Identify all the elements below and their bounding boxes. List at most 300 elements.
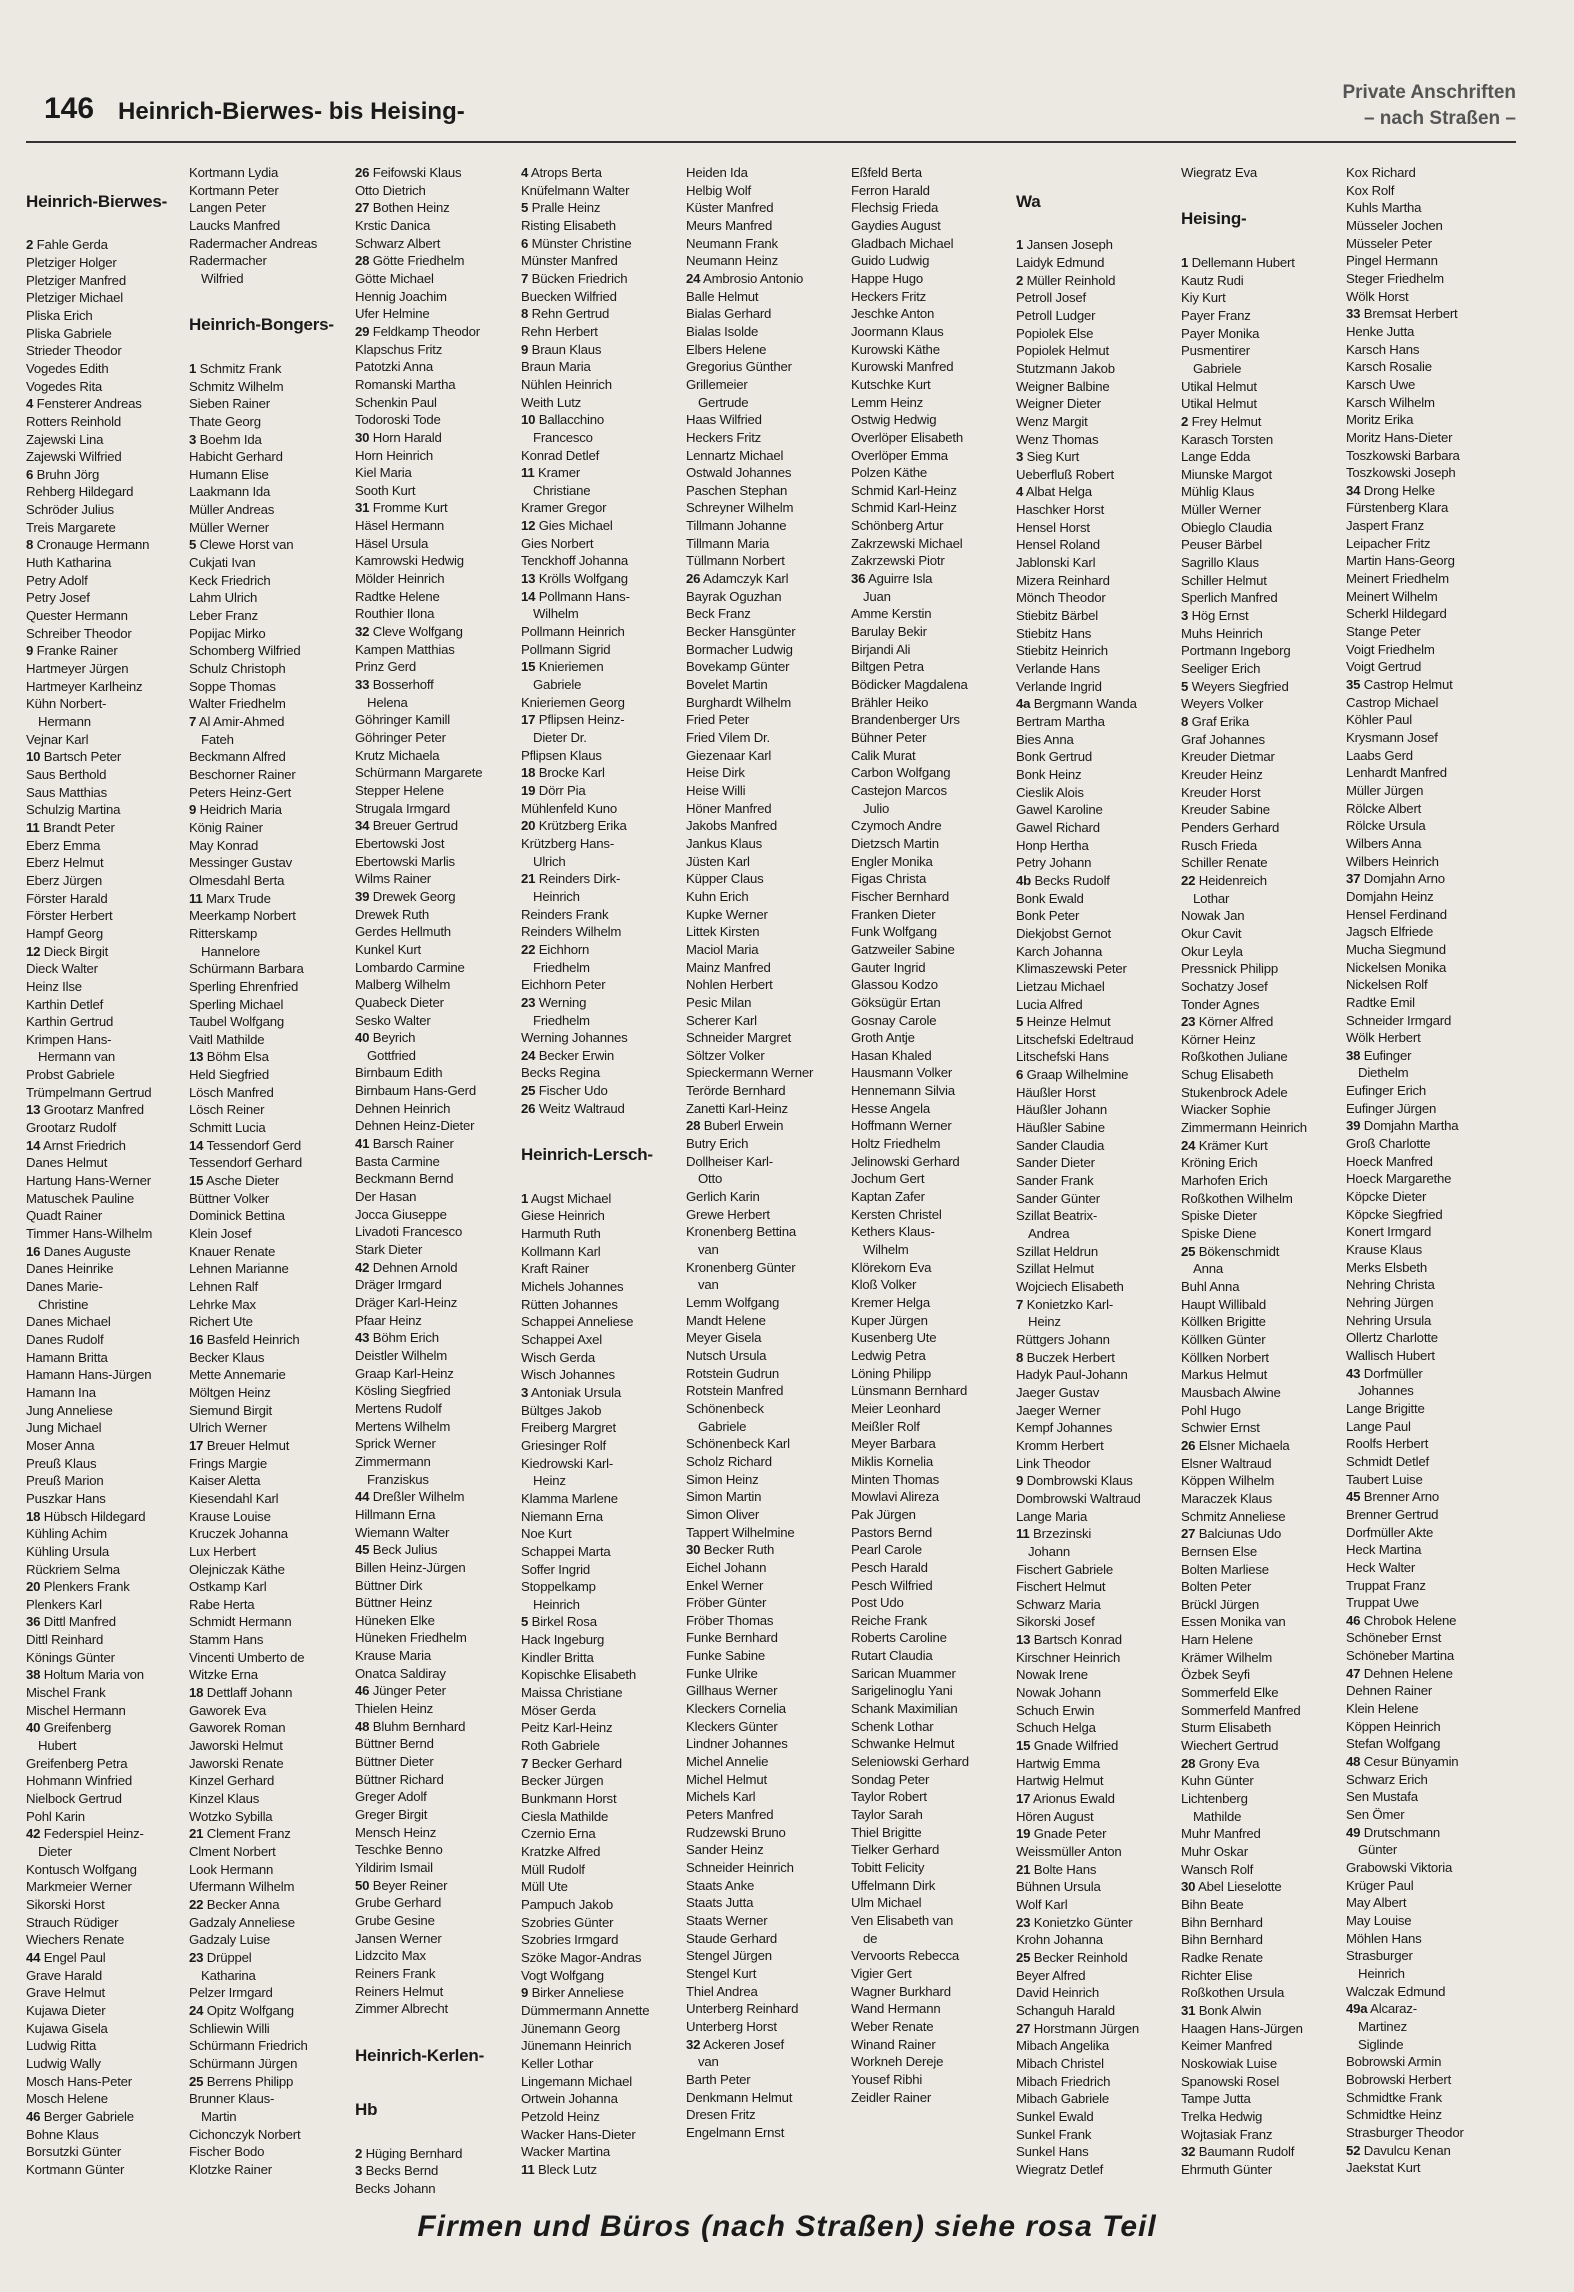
resident-entry: Dittl Reinhard <box>26 1632 104 1648</box>
resident-entry: Clment Norbert <box>189 1844 276 1859</box>
resident-entry: Taylor Sarah <box>851 1807 923 1823</box>
resident-entry: Grabowski Viktoria <box>1346 1860 1453 1875</box>
resident-entry: Mizera Reinhard <box>1016 572 1110 588</box>
resident-entry: Otto Dietrich <box>355 182 426 198</box>
resident-entry: Ven Elisabeth van <box>851 1912 954 1928</box>
resident-entry: Bohne Klaus <box>26 2126 99 2142</box>
resident-entry: Littek Kirsten <box>686 924 760 940</box>
resident-entry: Carbon Wolfgang <box>851 765 951 781</box>
resident-entry: Zanetti Karl-Heinz <box>686 1100 788 1116</box>
resident-entry: Szillat Helmut <box>1016 1261 1094 1277</box>
house-number: 44 <box>355 1489 370 1505</box>
resident-entry: Müll Ute <box>521 1879 568 1895</box>
entry-continuation: Heinrich <box>533 888 580 904</box>
house-number: 40 <box>26 1720 41 1736</box>
resident-entry: Pletziger Holger <box>26 254 117 270</box>
resident-entry: Bühnen Ursula <box>1016 1879 1101 1895</box>
resident-entry: Meerkamp Norbert <box>189 908 296 924</box>
resident-entry: Onatca Saldiray <box>355 1665 446 1681</box>
resident-entry: Weigner Balbine <box>1016 378 1110 394</box>
resident-entry: Büttner Volker <box>189 1190 270 1206</box>
house-number: 28 <box>1181 1755 1196 1771</box>
resident-entry: Jelinowski Gerhard <box>851 1153 960 1169</box>
resident-entry: Hartwig Emma <box>1016 1755 1101 1771</box>
house-number: 18 <box>189 1685 204 1701</box>
resident-entry: Burghardt Wilhelm <box>686 694 792 710</box>
resident-entry: 27 Balciunas Udo <box>1181 1526 1282 1542</box>
resident-entry: Vervoorts Rebecca <box>851 1948 960 1964</box>
resident-entry: Wacker Martina <box>521 2144 611 2160</box>
resident-entry: Graf Johannes <box>1181 731 1265 747</box>
resident-entry: Hamann Hans-Jürgen <box>26 1367 152 1383</box>
resident-entry: Jakobs Manfred <box>686 818 778 834</box>
resident-entry: Becks Regina <box>521 1065 600 1081</box>
resident-entry: Quester Hermann <box>26 608 128 624</box>
entry-continuation: Heinz <box>533 1473 566 1489</box>
resident-entry: Schneider Heinrich <box>686 1860 794 1875</box>
house-number: 4 <box>26 396 34 412</box>
resident-entry: 37 Domjahn Arno <box>1346 871 1445 887</box>
resident-entry: Götte Michael <box>355 270 434 286</box>
resident-entry: Hennig Joachim <box>355 288 447 304</box>
resident-entry: 43 Böhm Erich <box>355 1330 439 1346</box>
resident-entry: Pesch Wilfried <box>851 1577 933 1593</box>
resident-entry: Büttner Dieter <box>355 1754 434 1770</box>
entry-continuation: Johann <box>1028 1543 1071 1559</box>
resident-entry: Teschke Benno <box>355 1842 443 1858</box>
house-number: 15 <box>1016 1738 1031 1754</box>
resident-entry: Essen Monika van <box>1181 1614 1286 1630</box>
resident-entry: Keller Lothar <box>521 2055 594 2071</box>
resident-entry: Schug Elisabeth <box>1181 1067 1274 1083</box>
resident-entry: Staats Werner <box>686 1912 768 1928</box>
resident-entry: Schönenbeck <box>686 1400 764 1416</box>
resident-entry: Rudzewski Bruno <box>686 1824 786 1840</box>
resident-entry: Lahm Ulrich <box>189 590 258 606</box>
resident-entry: Mühlenfeld Kuno <box>521 800 617 816</box>
resident-entry: 20 Krützberg Erika <box>521 818 627 834</box>
resident-entry: Bayrak Oguzhan <box>686 588 782 604</box>
resident-entry: Lidzcito Max <box>355 1948 426 1964</box>
resident-entry: 5 Heinze Helmut <box>1016 1014 1111 1030</box>
resident-entry: Bonk Heinz <box>1016 766 1082 782</box>
resident-entry: Möser Gerda <box>521 1702 596 1718</box>
resident-entry: Hartmeyer Jürgen <box>26 661 129 677</box>
resident-entry: 8 Buczek Herbert <box>1016 1349 1115 1365</box>
resident-entry: Barth Peter <box>686 2071 751 2087</box>
resident-entry: Schwier Ernst <box>1181 1420 1260 1436</box>
resident-entry: Eberz Jürgen <box>26 872 103 888</box>
house-number: 4 <box>521 165 529 180</box>
house-number: 34 <box>1346 482 1361 498</box>
resident-entry: Witzke Erna <box>189 1667 258 1683</box>
house-number: 13 <box>1016 1632 1031 1648</box>
resident-entry: Tobitt Felicity <box>851 1860 925 1875</box>
entry-continuation: Fateh <box>201 731 234 747</box>
resident-entry: Pastors Bernd <box>851 1524 932 1540</box>
resident-entry: Peuser Bärbel <box>1181 537 1262 553</box>
resident-entry: Schmid Karl-Heinz <box>851 482 957 498</box>
resident-entry: Bolten Peter <box>1181 1579 1252 1595</box>
resident-entry: Schwarz Maria <box>1016 1596 1101 1612</box>
resident-entry: Weissmüller Anton <box>1016 1844 1122 1859</box>
resident-entry: Eufinger Erich <box>1346 1083 1427 1099</box>
resident-entry: Sen Mustafa <box>1346 1789 1418 1805</box>
house-number: 4a <box>1016 696 1031 712</box>
spacer <box>521 1172 681 1190</box>
resident-entry: 24 Ambrosio Antonio <box>686 270 804 286</box>
resident-entry: Pollmann Heinrich <box>521 624 625 640</box>
resident-entry: Krohn Johanna <box>1016 1932 1103 1948</box>
resident-entry: Engelmann Ernst <box>686 2124 785 2140</box>
resident-entry: Jagsch Elfriede <box>1346 924 1434 940</box>
resident-entry: Jankus Klaus <box>686 835 763 851</box>
resident-entry: 17 Arionus Ewald <box>1016 1791 1115 1807</box>
resident-entry: 39 Drewek Georg <box>355 888 456 904</box>
resident-entry: 10 Bartsch Peter <box>26 749 122 765</box>
resident-entry: Becker Klaus <box>189 1349 265 1365</box>
resident-entry: Lucia Alfred <box>1016 996 1083 1012</box>
house-number: 24 <box>189 2002 204 2018</box>
house-number: 8 <box>26 537 34 553</box>
resident-entry: Ulm Michael <box>851 1895 922 1911</box>
resident-entry: Olejniczak Käthe <box>189 1561 285 1577</box>
house-number: 36 <box>851 571 866 587</box>
resident-entry: Danes Michael <box>26 1314 111 1330</box>
resident-entry: Haagen Hans-Jürgen <box>1181 2020 1303 2036</box>
resident-entry: Muhs Heinrich <box>1181 625 1263 641</box>
resident-entry: 16 Danes Auguste <box>26 1243 131 1259</box>
resident-entry: Seleniowski Gerhard <box>851 1754 969 1770</box>
resident-entry: Kreuder Sabine <box>1181 802 1270 818</box>
house-number: 16 <box>189 1331 204 1347</box>
resident-entry: 14 Pollmann Hans- <box>521 588 630 604</box>
house-number: 39 <box>1346 1118 1361 1134</box>
directory-column <box>1346 164 1506 2194</box>
house-number: 21 <box>521 871 536 887</box>
resident-entry: Bonk Peter <box>1016 908 1080 924</box>
resident-entry: Dehnen Heinz-Dieter <box>355 1118 475 1134</box>
resident-entry: Holtz Friedhelm <box>851 1136 941 1152</box>
resident-entry: Haas Wilfried <box>686 412 762 428</box>
resident-entry: Hören August <box>1016 1808 1094 1824</box>
resident-entry: Lichtenberg <box>1181 1791 1248 1807</box>
resident-entry: Jung Anneliese <box>26 1402 113 1418</box>
resident-entry: 3 Sieg Kurt <box>1016 449 1080 465</box>
house-number: 24 <box>521 1047 536 1063</box>
resident-entry: Eichel Johann <box>686 1559 767 1575</box>
resident-entry: Klein Helene <box>1346 1701 1419 1717</box>
house-number: 2 <box>26 237 34 253</box>
resident-entry: Gosnay Carole <box>851 1012 937 1028</box>
resident-entry: Uffelmann Dirk <box>851 1877 936 1893</box>
resident-entry: Pelzer Irmgard <box>189 1985 273 2001</box>
resident-entry: Okur Leyla <box>1181 943 1243 959</box>
resident-entry: Treis Margarete <box>26 519 116 535</box>
resident-entry: Petroll Ludger <box>1016 307 1096 323</box>
resident-entry: Unterberg Reinhard <box>686 2001 799 2017</box>
resident-entry: Jeschke Anton <box>851 306 935 322</box>
resident-entry: Soppe Thomas <box>189 678 276 694</box>
resident-entry: Mensch Heinz <box>355 1824 437 1840</box>
resident-entry: Voigt Friedhelm <box>1346 641 1435 657</box>
resident-entry: Heinz Ilse <box>26 978 82 994</box>
resident-entry: Sagrillo Klaus <box>1181 555 1259 571</box>
resident-entry: 1 Schmitz Frank <box>189 360 282 376</box>
resident-entry: Meinert Friedhelm <box>1346 571 1449 587</box>
resident-entry: Wiemann Walter <box>355 1524 450 1540</box>
resident-entry: Pak Jürgen <box>851 1506 916 1522</box>
resident-entry: Roßkothen Wilhelm <box>1181 1190 1293 1206</box>
resident-entry: Klotzke Rainer <box>189 2161 272 2177</box>
resident-entry: 1 Jansen Joseph <box>1016 237 1113 253</box>
resident-entry: Puszkar Hans <box>26 1490 106 1506</box>
resident-entry: Ufermann Wilhelm <box>189 1879 295 1895</box>
house-number: 29 <box>355 323 370 339</box>
resident-entry: 5 Clewe Horst van <box>189 537 294 553</box>
entry-continuation: Heinrich <box>533 1596 580 1612</box>
resident-entry: Karasch Torsten <box>1181 431 1274 447</box>
resident-entry: Kox Richard <box>1346 165 1416 180</box>
resident-entry: Fried Peter <box>686 712 750 728</box>
house-number: 52 <box>1346 2142 1361 2158</box>
house-number: 11 <box>26 819 40 835</box>
resident-entry: Greger Adolf <box>355 1789 427 1805</box>
resident-entry: Cukjati Ivan <box>189 555 256 571</box>
spacer <box>521 1117 681 1135</box>
resident-entry: Borsutzki Günter <box>26 2144 122 2160</box>
house-number: 15 <box>521 659 536 675</box>
resident-entry: Müller Jürgen <box>1346 782 1424 798</box>
house-number: 17 <box>521 712 536 728</box>
resident-entry: Radermacher Andreas <box>189 235 318 251</box>
resident-entry: Zeidler Rainer <box>851 2089 932 2105</box>
page-number: 146 <box>44 92 95 125</box>
house-number: 1 <box>189 360 197 376</box>
resident-entry: Buecken Wilfried <box>521 288 617 304</box>
resident-entry: 27 Bothen Heinz <box>355 200 450 216</box>
resident-entry: Prinz Gerd <box>355 659 417 675</box>
resident-entry: Lange Paul <box>1346 1418 1411 1434</box>
spacer <box>1016 219 1176 237</box>
resident-entry: 18 Dettlaff Johann <box>189 1685 293 1701</box>
resident-entry: Karthin Detlef <box>26 996 104 1012</box>
resident-entry: 18 Hübsch Hildegard <box>26 1508 146 1524</box>
house-number: 26 <box>1181 1437 1196 1453</box>
resident-entry: Look Hermann <box>189 1861 274 1877</box>
resident-entry: Lange Maria <box>1016 1508 1088 1524</box>
resident-entry: Post Udo <box>851 1595 904 1611</box>
resident-entry: Schmidt Detlef <box>1346 1453 1429 1469</box>
resident-entry: Sunkel Ewald <box>1016 2108 1094 2124</box>
resident-entry: Sesko Walter <box>355 1012 431 1028</box>
resident-entry: Hasan Khaled <box>851 1047 932 1063</box>
resident-entry: Pampuch Jakob <box>521 1896 613 1912</box>
resident-entry: 26 Weitz Waltraud <box>521 1100 625 1116</box>
resident-entry: 34 Drong Helke <box>1346 482 1435 498</box>
resident-entry: 6 Bruhn Jörg <box>26 466 100 482</box>
resident-entry: Weber Renate <box>851 2018 934 2034</box>
resident-entry: Dümmermann Annette <box>521 2002 650 2018</box>
footer-note: Firmen und Büros (nach Straßen) siehe rosa Teil <box>417 2210 1157 2243</box>
resident-entry: Jaworski Renate <box>189 1755 284 1771</box>
resident-entry: 7 Bücken Friedrich <box>521 270 628 286</box>
resident-entry: 23 Werning <box>521 994 587 1010</box>
resident-entry: Möltgen Heinz <box>189 1384 271 1400</box>
resident-entry: Göhringer Kamill <box>355 712 451 728</box>
resident-entry: Sen Ömer <box>1346 1807 1405 1823</box>
resident-entry: Ferron Harald <box>851 182 930 198</box>
resident-entry: Kiel Maria <box>355 465 412 481</box>
resident-entry: Drewek Ruth <box>355 906 430 922</box>
resident-entry: Köllken Günter <box>1181 1331 1266 1347</box>
resident-entry: Wiechers Renate <box>26 1932 125 1948</box>
resident-entry: Helbig Wolf <box>686 182 751 198</box>
resident-entry: Becks Johann <box>355 2181 436 2194</box>
resident-entry: 28 Buberl Erwein <box>686 1118 784 1134</box>
resident-entry: Schenkin Paul <box>355 394 437 410</box>
resident-entry: Lange Brigitte <box>1346 1400 1425 1416</box>
resident-entry: May Albert <box>1346 1895 1407 1911</box>
resident-entry: 2 Fahle Gerda <box>26 237 108 253</box>
resident-entry: Thiel Brigitte <box>851 1824 922 1840</box>
house-number: 25 <box>521 1083 536 1099</box>
street-heading: Heinrich-Bongers- <box>189 315 334 335</box>
resident-entry: Tielker Gerhard <box>851 1842 940 1858</box>
resident-entry: Richter Elise <box>1181 1967 1253 1983</box>
resident-entry: Laabs Gerd <box>1346 747 1413 763</box>
resident-entry: Schmitz Anneliese <box>1181 1508 1286 1524</box>
resident-entry: Göksügür Ertan <box>851 994 941 1010</box>
spacer <box>355 2073 515 2091</box>
resident-entry: Danes Marie- <box>26 1279 103 1294</box>
resident-entry: Groth Antje <box>851 1030 915 1046</box>
resident-entry: Kurowski Käthe <box>851 341 940 357</box>
resident-entry: 11 Kramer <box>521 465 581 481</box>
resident-entry: Gadzaly Luise <box>189 1932 270 1948</box>
resident-entry: Meurs Manfred <box>686 217 773 233</box>
resident-entry: Hoeck Manfred <box>1346 1153 1433 1169</box>
resident-entry: 28 Götte Friedhelm <box>355 253 465 269</box>
house-number: 46 <box>1346 1612 1361 1628</box>
resident-entry: Walter Friedhelm <box>189 696 286 712</box>
house-number: 24 <box>686 270 701 286</box>
house-number: 9 <box>1016 1473 1024 1489</box>
directory-column <box>686 164 846 2194</box>
resident-entry: Enkel Werner <box>686 1577 764 1593</box>
resident-entry: Mischel Frank <box>26 1685 106 1701</box>
resident-entry: Lösch Manfred <box>189 1084 274 1100</box>
resident-entry: Vaitl Mathilde <box>189 1031 265 1047</box>
resident-entry: Pliska Erich <box>26 307 93 323</box>
resident-entry: 25 Becker Reinhold <box>1016 1949 1128 1965</box>
resident-entry: Moritz Erika <box>1346 412 1414 428</box>
resident-entry: Yildirim Ismail <box>355 1860 433 1875</box>
resident-entry: Schürmann Friedrich <box>189 2038 308 2054</box>
resident-entry: Pesch Harald <box>851 1559 928 1575</box>
house-number: 23 <box>521 994 536 1010</box>
resident-entry: Zimmer Albrecht <box>355 2001 448 2017</box>
house-number: 13 <box>26 1102 41 1118</box>
resident-entry: Marhofen Erich <box>1181 1173 1268 1189</box>
spacer <box>189 342 349 360</box>
resident-entry: Steger Friedhelm <box>1346 270 1444 286</box>
resident-entry: Beckmann Bernd <box>355 1171 454 1187</box>
resident-entry: Konert Irmgard <box>1346 1224 1432 1240</box>
resident-entry: Ostwig Hedwig <box>851 412 937 428</box>
resident-entry: Joormann Klaus <box>851 323 944 339</box>
resident-entry: Greger Birgit <box>355 1807 428 1823</box>
resident-entry: Sperling Ehrenfried <box>189 978 299 994</box>
house-number: 11 <box>521 2161 535 2177</box>
resident-entry: Michel Annelie <box>686 1754 769 1770</box>
resident-entry: Grube Gesine <box>355 1912 435 1928</box>
resident-entry: Jünemann Georg <box>521 2020 621 2036</box>
resident-entry: Reiners Helmut <box>355 1983 444 1999</box>
resident-entry: Szöke Magor-Andras <box>521 1949 642 1965</box>
resident-entry: Radermacher <box>189 253 267 269</box>
resident-entry: Mibach Angelika <box>1016 2038 1110 2054</box>
house-number: 34 <box>355 818 370 834</box>
resident-entry: Honp Hertha <box>1016 837 1089 853</box>
resident-entry: 30 Horn Harald <box>355 429 442 445</box>
resident-entry: Sondag Peter <box>851 1771 930 1787</box>
resident-entry: 4b Becks Rudolf <box>1016 872 1110 888</box>
entry-continuation: Siglinde <box>1358 2036 1404 2052</box>
resident-entry: Roolfs Herbert <box>1346 1436 1429 1452</box>
resident-entry: Möhlen Hans <box>1346 1930 1422 1946</box>
resident-entry: Meyer Barbara <box>851 1436 936 1452</box>
resident-entry: 9 Dombrowski Klaus <box>1016 1473 1133 1489</box>
resident-entry: 22 Heidenreich <box>1181 872 1267 888</box>
resident-entry: Der Hasan <box>355 1189 417 1205</box>
header-rule <box>26 141 1516 143</box>
resident-entry: Zimmermann Heinrich <box>1181 1120 1307 1136</box>
resident-entry: Kersten Christel <box>851 1206 942 1222</box>
resident-entry: Heise Dirk <box>686 765 745 781</box>
resident-entry: Zimmermann <box>355 1453 431 1469</box>
entry-continuation: Hubert <box>38 1738 77 1754</box>
resident-entry: Taylor Robert <box>851 1789 927 1805</box>
resident-entry: Höner Manfred <box>686 800 772 816</box>
resident-entry: Nickelsen Rolf <box>1346 977 1428 993</box>
resident-entry: Eßfeld Berta <box>851 165 922 180</box>
resident-entry: Kraft Rainer <box>521 1261 589 1277</box>
resident-entry: 13 Grootarz Manfred <box>26 1102 144 1118</box>
resident-entry: Häußler Sabine <box>1016 1120 1105 1136</box>
resident-entry: Beck Franz <box>686 606 751 622</box>
house-number: 7 <box>521 1755 529 1771</box>
resident-entry: Strauch Rüdiger <box>26 1914 119 1930</box>
house-number: 19 <box>521 782 536 798</box>
resident-entry: 19 Gnade Peter <box>1016 1826 1107 1842</box>
resident-entry: 26 Feifowski Klaus <box>355 165 462 180</box>
resident-entry: Haupt Willibald <box>1181 1296 1266 1312</box>
resident-entry: Dehnen Heinrich <box>355 1100 451 1116</box>
resident-entry: Pflipsen Klaus <box>521 747 602 763</box>
resident-entry: Rückriem Selma <box>26 1561 120 1577</box>
resident-entry: Thielen Heinz <box>355 1701 434 1717</box>
resident-entry: Kiesendahl Karl <box>189 1490 279 1506</box>
resident-entry: Timmer Hans-Wilhelm <box>26 1226 153 1242</box>
resident-entry: Preuß Klaus <box>26 1455 97 1471</box>
resident-entry: 3 Boehm Ida <box>189 431 262 447</box>
resident-entry: Workneh Dereje <box>851 2054 944 2070</box>
resident-entry: 27 Horstmann Jürgen <box>1016 2020 1140 2036</box>
resident-entry: 21 Reinders Dirk- <box>521 871 621 887</box>
house-number: 38 <box>1346 1047 1361 1063</box>
resident-entry: Flechsig Frieda <box>851 200 939 216</box>
